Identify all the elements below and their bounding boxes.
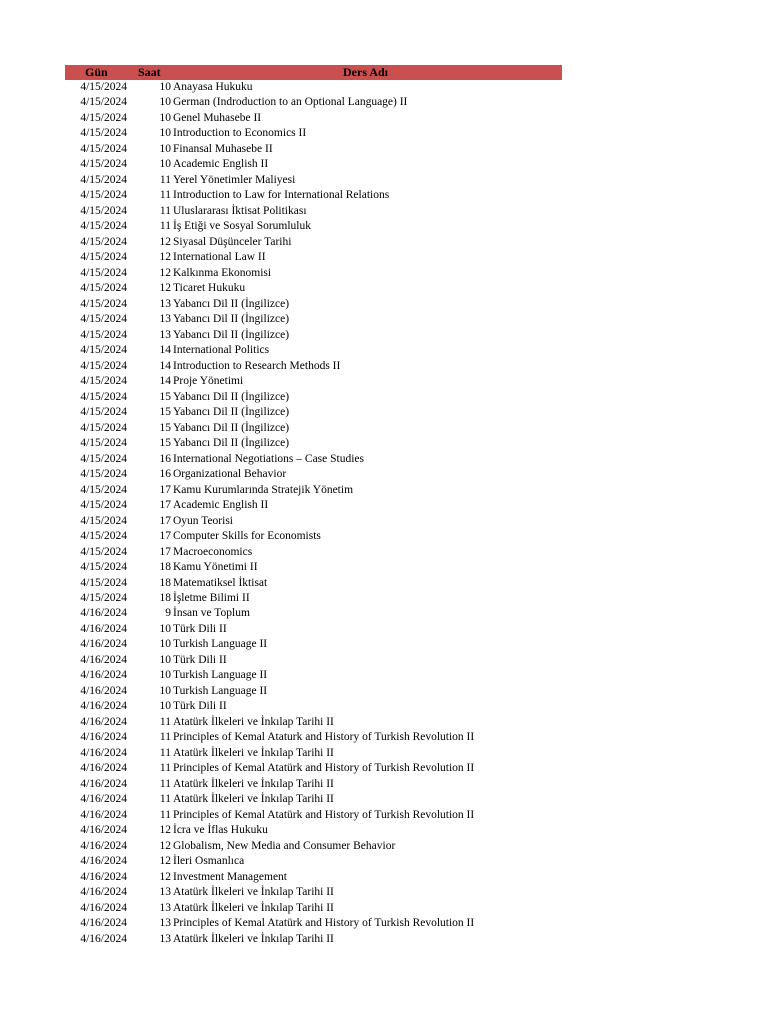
table-row bbox=[65, 359, 562, 374]
cell-gun: 4/15/2024 bbox=[80, 158, 127, 171]
cell-ders: Globalism, New Media and Consumer Behavior bbox=[173, 839, 396, 852]
cell-ders: German (Indroduction to an Optional Language) II bbox=[173, 96, 408, 109]
cell-saat: 13 bbox=[159, 313, 171, 326]
cell-ders: Academic English II bbox=[173, 158, 269, 171]
cell-saat: 10 bbox=[159, 653, 171, 666]
cell-saat: 11 bbox=[159, 777, 171, 790]
header-gun: Gün bbox=[85, 65, 108, 79]
table-row bbox=[65, 839, 562, 854]
table-row bbox=[65, 916, 562, 931]
table-row bbox=[65, 808, 562, 823]
table-row bbox=[65, 730, 562, 745]
cell-ders: Türk Dili II bbox=[173, 622, 227, 635]
cell-ders: Atatürk İlkeleri ve İnkılap Tarihi II bbox=[173, 886, 334, 899]
cell-saat: 11 bbox=[159, 808, 171, 821]
cell-saat: 10 bbox=[159, 81, 171, 93]
table-row bbox=[65, 591, 562, 606]
cell-ders: Kamu Kurumlarında Stratejik Yönetim bbox=[173, 483, 354, 496]
cell-saat: 17 bbox=[159, 483, 171, 496]
table-row bbox=[65, 932, 562, 947]
cell-saat: 16 bbox=[159, 468, 171, 481]
cell-ders: Siyasal Düşünceler Tarihi bbox=[173, 235, 292, 248]
cell-gun: 4/15/2024 bbox=[80, 514, 127, 527]
cell-saat: 11 bbox=[159, 220, 171, 233]
cell-gun: 4/15/2024 bbox=[80, 251, 127, 264]
cell-ders: İş Etiği ve Sosyal Sorumluluk bbox=[173, 220, 311, 233]
cell-ders: Yabancı Dil II (İngilizce) bbox=[173, 437, 290, 450]
cell-gun: 4/16/2024 bbox=[80, 715, 127, 728]
cell-ders: Proje Yönetimi bbox=[173, 375, 244, 388]
cell-gun: 4/15/2024 bbox=[80, 328, 127, 341]
table-row bbox=[65, 560, 562, 575]
table-row bbox=[65, 514, 562, 529]
cell-saat: 13 bbox=[159, 917, 171, 930]
cell-ders: Yerel Yönetimler Maliyesi bbox=[173, 173, 296, 186]
table-row bbox=[65, 390, 562, 405]
cell-gun: 4/15/2024 bbox=[80, 111, 127, 124]
table-row bbox=[65, 126, 562, 141]
table-row bbox=[65, 467, 562, 482]
table-row bbox=[65, 235, 562, 250]
cell-gun: 4/15/2024 bbox=[80, 127, 127, 140]
cell-ders: Introduction to Economics II bbox=[173, 127, 307, 140]
cell-ders: Uluslararası İktisat Politikası bbox=[173, 204, 307, 217]
cell-saat: 10 bbox=[159, 127, 171, 140]
table-row bbox=[65, 343, 562, 358]
cell-gun: 4/16/2024 bbox=[80, 855, 127, 868]
cell-saat: 10 bbox=[159, 669, 171, 682]
cell-ders: Yabancı Dil II (İngilizce) bbox=[173, 313, 290, 326]
table-row bbox=[65, 111, 562, 126]
cell-saat: 15 bbox=[159, 390, 171, 403]
table-row bbox=[65, 297, 562, 312]
cell-ders: Yabancı Dil II (İngilizce) bbox=[173, 328, 290, 341]
cell-saat: 10 bbox=[159, 622, 171, 635]
cell-saat: 11 bbox=[159, 746, 171, 759]
header-ders: Ders Adı bbox=[343, 65, 388, 79]
cell-saat: 12 bbox=[159, 839, 171, 852]
cell-saat: 12 bbox=[159, 870, 171, 883]
table-row bbox=[65, 699, 562, 714]
cell-gun: 4/15/2024 bbox=[80, 297, 127, 310]
table-row bbox=[65, 653, 562, 668]
cell-ders: Türk Dili II bbox=[173, 700, 227, 713]
cell-saat: 15 bbox=[159, 406, 171, 419]
cell-gun: 4/15/2024 bbox=[80, 204, 127, 217]
table-row bbox=[65, 761, 562, 776]
cell-saat: 10 bbox=[159, 684, 171, 697]
cell-ders: Matematiksel İktisat bbox=[173, 576, 268, 589]
table-row bbox=[65, 374, 562, 389]
table-row bbox=[65, 142, 562, 157]
cell-gun: 4/15/2024 bbox=[80, 189, 127, 202]
header-saat: Saat bbox=[138, 65, 161, 79]
cell-saat: 13 bbox=[159, 932, 171, 945]
cell-gun: 4/16/2024 bbox=[80, 762, 127, 775]
table-row bbox=[65, 576, 562, 591]
cell-gun: 4/16/2024 bbox=[80, 684, 127, 697]
cell-gun: 4/15/2024 bbox=[80, 499, 127, 512]
cell-gun: 4/15/2024 bbox=[80, 375, 127, 388]
cell-gun: 4/15/2024 bbox=[80, 173, 127, 186]
cell-gun: 4/15/2024 bbox=[80, 468, 127, 481]
cell-saat: 11 bbox=[159, 189, 171, 202]
cell-ders: İnsan ve Toplum bbox=[173, 607, 250, 620]
cell-gun: 4/16/2024 bbox=[80, 808, 127, 821]
cell-gun: 4/16/2024 bbox=[80, 746, 127, 759]
cell-saat: 12 bbox=[159, 855, 171, 868]
cell-gun: 4/16/2024 bbox=[80, 839, 127, 852]
cell-gun: 4/16/2024 bbox=[80, 886, 127, 899]
cell-saat: 13 bbox=[159, 328, 171, 341]
cell-gun: 4/15/2024 bbox=[80, 483, 127, 496]
table-row bbox=[65, 188, 562, 203]
cell-ders: Investment Management bbox=[173, 870, 288, 883]
cell-ders: Turkish Language II bbox=[173, 638, 268, 651]
cell-ders: Yabancı Dil II (İngilizce) bbox=[173, 297, 290, 310]
table-row bbox=[65, 328, 562, 343]
cell-saat: 17 bbox=[159, 499, 171, 512]
table-row bbox=[65, 792, 562, 807]
cell-ders: Principles of Kemal Atatürk and History of Turkish Revolution II bbox=[173, 917, 475, 930]
cell-ders: Atatürk İlkeleri ve İnkılap Tarihi II bbox=[173, 793, 334, 806]
cell-ders: Turkish Language II bbox=[173, 669, 268, 682]
cell-gun: 4/16/2024 bbox=[80, 932, 127, 945]
cell-ders: International Politics bbox=[173, 344, 270, 357]
cell-saat: 17 bbox=[159, 545, 171, 558]
cell-saat: 10 bbox=[159, 700, 171, 713]
table-row bbox=[65, 777, 562, 792]
cell-saat: 12 bbox=[159, 282, 171, 295]
cell-saat: 14 bbox=[159, 375, 171, 388]
table-row bbox=[65, 746, 562, 761]
cell-saat: 18 bbox=[159, 591, 171, 604]
cell-ders: Atatürk İlkeleri ve İnkılap Tarihi II bbox=[173, 777, 334, 790]
cell-saat: 13 bbox=[159, 901, 171, 914]
cell-gun: 4/15/2024 bbox=[80, 437, 127, 450]
cell-saat: 11 bbox=[159, 173, 171, 186]
table-row bbox=[65, 622, 562, 637]
table-row bbox=[65, 668, 562, 683]
cell-gun: 4/15/2024 bbox=[80, 421, 127, 434]
cell-ders: Principles of Kemal Atatürk and History of Turkish Revolution II bbox=[173, 762, 475, 775]
cell-ders: Principles of Kemal Atatürk and History of Turkish Revolution II bbox=[173, 808, 475, 821]
cell-ders: Yabancı Dil II (İngilizce) bbox=[173, 406, 290, 419]
table-row bbox=[65, 312, 562, 327]
cell-ders: International Negotiations – Case Studies bbox=[173, 452, 364, 465]
cell-ders: Introduction to Research Methods II bbox=[173, 359, 341, 372]
cell-gun: 4/15/2024 bbox=[80, 313, 127, 326]
cell-saat: 9 bbox=[165, 607, 171, 620]
table-row bbox=[65, 204, 562, 219]
table-row bbox=[65, 483, 562, 498]
cell-saat: 18 bbox=[159, 561, 171, 574]
table-row bbox=[65, 281, 562, 296]
cell-gun: 4/15/2024 bbox=[80, 142, 127, 155]
cell-gun: 4/15/2024 bbox=[80, 96, 127, 109]
table-row bbox=[65, 870, 562, 885]
cell-gun: 4/16/2024 bbox=[80, 793, 127, 806]
cell-ders: Ticaret Hukuku bbox=[173, 282, 246, 295]
cell-ders: Kamu Yönetimi II bbox=[173, 561, 258, 574]
cell-ders: Yabancı Dil II (İngilizce) bbox=[173, 390, 290, 403]
cell-gun: 4/15/2024 bbox=[80, 576, 127, 589]
table-body bbox=[65, 80, 562, 947]
cell-gun: 4/15/2024 bbox=[80, 81, 127, 93]
cell-gun: 4/15/2024 bbox=[80, 406, 127, 419]
cell-gun: 4/16/2024 bbox=[80, 607, 127, 620]
schedule-table bbox=[65, 65, 562, 947]
cell-saat: 11 bbox=[159, 793, 171, 806]
cell-saat: 15 bbox=[159, 437, 171, 450]
cell-gun: 4/16/2024 bbox=[80, 824, 127, 837]
table-row bbox=[65, 173, 562, 188]
cell-saat: 10 bbox=[159, 638, 171, 651]
cell-gun: 4/16/2024 bbox=[80, 700, 127, 713]
cell-saat: 10 bbox=[159, 158, 171, 171]
cell-saat: 12 bbox=[159, 235, 171, 248]
table-row bbox=[65, 250, 562, 265]
cell-gun: 4/15/2024 bbox=[80, 591, 127, 604]
cell-saat: 10 bbox=[159, 111, 171, 124]
table-row bbox=[65, 684, 562, 699]
cell-ders: Finansal Muhasebe II bbox=[173, 142, 273, 155]
cell-ders: Genel Muhasebe II bbox=[173, 111, 262, 124]
cell-gun: 4/16/2024 bbox=[80, 622, 127, 635]
cell-gun: 4/16/2024 bbox=[80, 731, 127, 744]
table-row bbox=[65, 637, 562, 652]
table-row bbox=[65, 854, 562, 869]
table-row bbox=[65, 157, 562, 172]
cell-gun: 4/15/2024 bbox=[80, 545, 127, 558]
cell-saat: 14 bbox=[159, 359, 171, 372]
cell-saat: 15 bbox=[159, 421, 171, 434]
cell-ders: İleri Osmanlıca bbox=[173, 855, 245, 868]
cell-gun: 4/16/2024 bbox=[80, 777, 127, 790]
cell-saat: 12 bbox=[159, 251, 171, 264]
cell-gun: 4/16/2024 bbox=[80, 669, 127, 682]
cell-gun: 4/15/2024 bbox=[80, 344, 127, 357]
cell-gun: 4/15/2024 bbox=[80, 220, 127, 233]
cell-gun: 4/16/2024 bbox=[80, 917, 127, 930]
cell-gun: 4/15/2024 bbox=[80, 390, 127, 403]
cell-ders: Oyun Teorisi bbox=[173, 514, 233, 527]
cell-gun: 4/15/2024 bbox=[80, 561, 127, 574]
cell-saat: 10 bbox=[159, 96, 171, 109]
cell-ders: Atatürk İlkeleri ve İnkılap Tarihi II bbox=[173, 901, 334, 914]
cell-ders: Principles of Kemal Ataturk and History of Turkish Revolution II bbox=[173, 731, 475, 744]
cell-ders: İşletme Bilimi II bbox=[173, 591, 250, 604]
cell-gun: 4/16/2024 bbox=[80, 901, 127, 914]
table-row bbox=[65, 545, 562, 560]
cell-saat: 18 bbox=[159, 576, 171, 589]
cell-ders: Organizational Behavior bbox=[173, 468, 287, 481]
cell-ders: Introduction to Law for International Relations bbox=[173, 189, 390, 202]
cell-gun: 4/15/2024 bbox=[80, 530, 127, 543]
cell-ders: Computer Skills for Economists bbox=[173, 530, 321, 543]
cell-saat: 11 bbox=[159, 715, 171, 728]
cell-ders: Anayasa Hukuku bbox=[173, 81, 253, 93]
cell-gun: 4/15/2024 bbox=[80, 282, 127, 295]
table-row bbox=[65, 606, 562, 621]
cell-ders: Atatürk İlkeleri ve İnkılap Tarihi II bbox=[173, 932, 334, 945]
table-row bbox=[65, 715, 562, 730]
table-header bbox=[65, 65, 562, 80]
cell-gun: 4/15/2024 bbox=[80, 266, 127, 279]
cell-saat: 11 bbox=[159, 731, 171, 744]
cell-ders: Kalkınma Ekonomisi bbox=[173, 266, 272, 279]
table-row bbox=[65, 80, 562, 95]
cell-gun: 4/15/2024 bbox=[80, 359, 127, 372]
cell-ders: Yabancı Dil II (İngilizce) bbox=[173, 421, 290, 434]
cell-saat: 13 bbox=[159, 297, 171, 310]
cell-ders: Academic English II bbox=[173, 499, 269, 512]
table-row bbox=[65, 436, 562, 451]
cell-saat: 14 bbox=[159, 344, 171, 357]
table-row bbox=[65, 498, 562, 513]
table-row bbox=[65, 529, 562, 544]
cell-saat: 11 bbox=[159, 762, 171, 775]
cell-ders: Turkish Language II bbox=[173, 684, 268, 697]
cell-ders: Atatürk İlkeleri ve İnkılap Tarihi II bbox=[173, 715, 334, 728]
cell-ders: İcra ve İflas Hukuku bbox=[173, 824, 268, 837]
cell-gun: 4/16/2024 bbox=[80, 638, 127, 651]
table-row bbox=[65, 95, 562, 110]
cell-ders: International Law II bbox=[173, 251, 266, 264]
cell-saat: 16 bbox=[159, 452, 171, 465]
cell-ders: Türk Dili II bbox=[173, 653, 227, 666]
cell-saat: 12 bbox=[159, 824, 171, 837]
cell-gun: 4/15/2024 bbox=[80, 235, 127, 248]
cell-gun: 4/16/2024 bbox=[80, 870, 127, 883]
cell-saat: 12 bbox=[159, 266, 171, 279]
table-row bbox=[65, 405, 562, 420]
cell-saat: 17 bbox=[159, 530, 171, 543]
table-row bbox=[65, 219, 562, 234]
table-row bbox=[65, 823, 562, 838]
table-row bbox=[65, 421, 562, 436]
table-row bbox=[65, 266, 562, 281]
table-row bbox=[65, 885, 562, 900]
cell-saat: 11 bbox=[159, 204, 171, 217]
cell-gun: 4/15/2024 bbox=[80, 452, 127, 465]
cell-saat: 13 bbox=[159, 886, 171, 899]
table-row bbox=[65, 452, 562, 467]
cell-ders: Atatürk İlkeleri ve İnkılap Tarihi II bbox=[173, 746, 334, 759]
cell-saat: 17 bbox=[159, 514, 171, 527]
table-row bbox=[65, 901, 562, 916]
cell-ders: Macroeconomics bbox=[173, 545, 253, 558]
cell-gun: 4/16/2024 bbox=[80, 653, 127, 666]
cell-saat: 10 bbox=[159, 142, 171, 155]
